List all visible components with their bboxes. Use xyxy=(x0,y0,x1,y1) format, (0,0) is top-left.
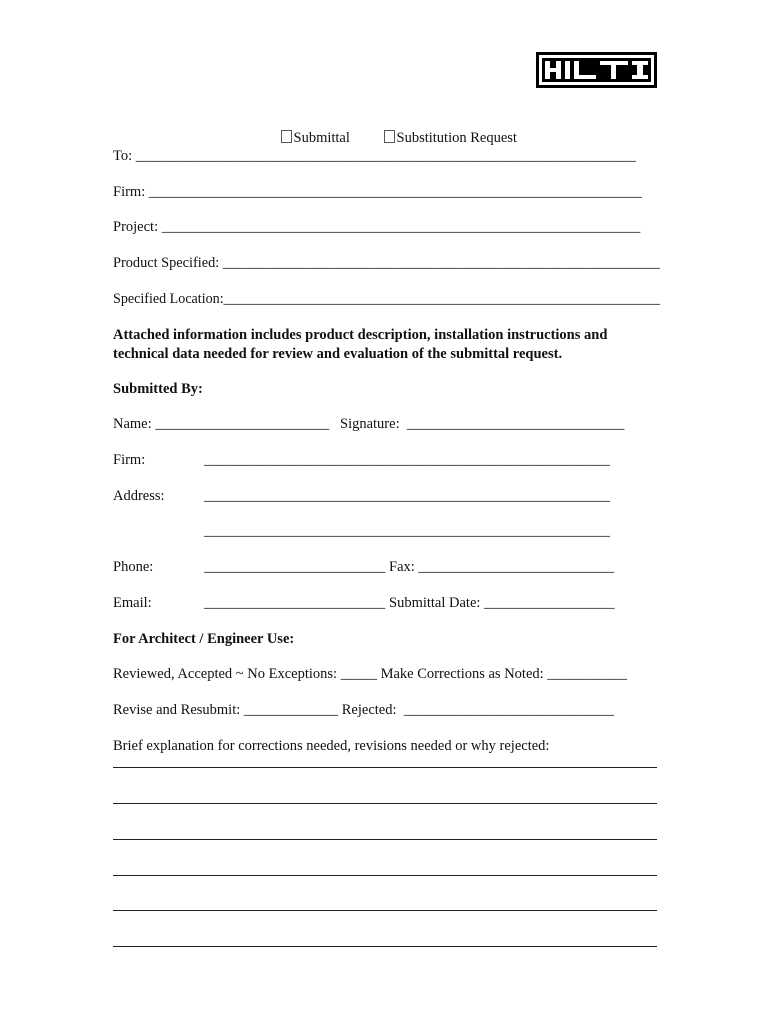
project-field[interactable]: Project: __________________________________________________________________ xyxy=(113,219,641,235)
notice-line-1: Attached information includes product description, installation instructions and xyxy=(113,327,608,343)
email-label: Email: xyxy=(113,595,152,611)
specified-location-field[interactable]: Specified Location:______________________________________________________________ xyxy=(113,291,661,307)
brief-explanation-label: Brief explanation for corrections needed, revisions needed or why rejected: xyxy=(113,738,550,754)
explanation-line-2[interactable] xyxy=(113,803,657,804)
address-field-1[interactable]: ________________________________________________________ xyxy=(204,488,610,504)
product-specified-field[interactable]: Product Specified: _____________________________________________________________ xyxy=(113,255,660,271)
explanation-line-5[interactable] xyxy=(113,910,657,911)
substitution-checkbox[interactable] xyxy=(384,130,395,143)
submittal-option[interactable]: Submittal xyxy=(266,111,350,165)
architect-heading: For Architect / Engineer Use: xyxy=(113,631,295,647)
address-label: Address: xyxy=(113,488,165,504)
signature-field[interactable]: Signature: ______________________________ xyxy=(340,416,625,432)
submitter-firm-field[interactable]: ________________________________________________________ xyxy=(204,452,610,468)
address-field-2[interactable]: ________________________________________________________ xyxy=(204,523,610,539)
phone-label: Phone: xyxy=(113,559,154,575)
name-field[interactable]: Name: ________________________ xyxy=(113,416,330,432)
notice-line-2: technical data needed for review and evaluation of the submittal request. xyxy=(113,346,563,362)
to-field[interactable]: To: _____________________________________________________________________ xyxy=(113,148,636,164)
hilti-logo xyxy=(536,52,657,88)
explanation-line-6[interactable] xyxy=(113,946,657,947)
revise-field[interactable]: Revise and Resubmit: _____________ Rejected: _____________________________ xyxy=(113,702,615,718)
email-field[interactable]: _________________________ xyxy=(204,595,386,611)
firm-field[interactable]: Firm: ____________________________________________________________________ xyxy=(113,184,642,200)
phone-field[interactable]: _________________________ xyxy=(204,559,386,575)
explanation-line-4[interactable] xyxy=(113,875,657,876)
submitted-by-heading: Submitted By: xyxy=(113,381,203,397)
reviewed-field[interactable]: Reviewed, Accepted ~ No Exceptions: _____ Make Corrections as Noted: ___________ xyxy=(113,666,628,682)
submitter-firm-label: Firm: xyxy=(113,452,146,468)
submittal-date-field[interactable]: Submittal Date: __________________ xyxy=(389,595,615,611)
substitution-option[interactable]: Substitution Request xyxy=(369,111,517,165)
explanation-line-3[interactable] xyxy=(113,839,657,840)
fax-field[interactable]: Fax: ___________________________ xyxy=(389,559,615,575)
submittal-checkbox[interactable] xyxy=(281,130,292,143)
explanation-line-1[interactable] xyxy=(113,767,657,768)
